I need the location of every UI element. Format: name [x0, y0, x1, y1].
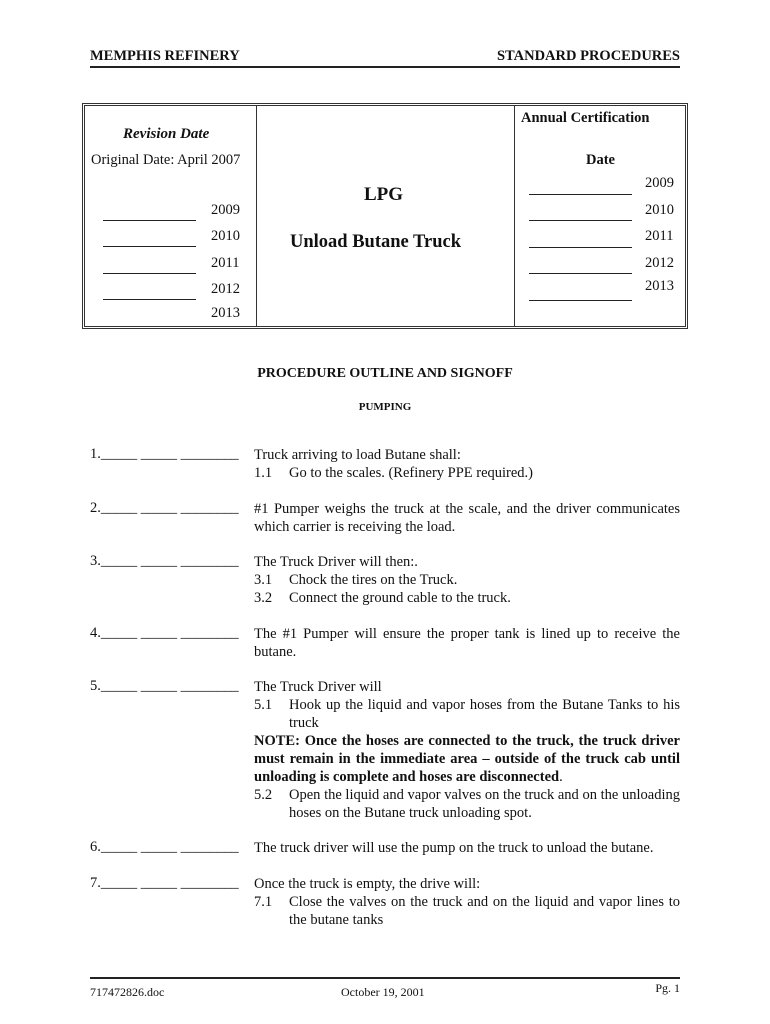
cert-year-2010: 2010	[645, 202, 674, 218]
footer-page-number: Pg. 1	[655, 981, 680, 995]
step-signoff-blanks: 3._____ _____ ________	[90, 553, 239, 569]
document-title-lpg: LPG	[364, 184, 404, 205]
revision-year-2011: 2011	[211, 255, 240, 271]
footer-filename: 717472826.doc	[90, 985, 165, 999]
step-signoff-blanks: 6._____ _____ ________	[90, 839, 239, 855]
substep-5-1: 5.1 Hook up the liquid and vapor hoses from the Butane Tanks to his truck	[254, 697, 680, 731]
revision-year-2012: 2012	[211, 281, 240, 297]
substep-3-1: 3.1 Chock the tires on the Truck.	[254, 572, 458, 588]
revision-signature-line	[103, 220, 196, 221]
safety-note: NOTE: Once the hoses are connected to the truck, the truck driver must remain in the immediate area – outside of the truck cab until unloading is complete and hoses are disconnected.	[254, 733, 680, 785]
cert-signature-line	[529, 273, 632, 274]
annual-certification-title: Annual Certification	[521, 110, 650, 126]
revision-year-2009: 2009	[211, 202, 240, 218]
step-signoff-blanks: 2._____ _____ ________	[90, 500, 239, 516]
step-text: #1 Pumper weighs the truck at the scale, and the driver communicates which carrier is receiving the load.	[254, 501, 680, 535]
step-text: The #1 Pumper will ensure the proper tank is lined up to receive the butane.	[254, 626, 680, 660]
document-title-procedure: Unload Butane Truck	[290, 232, 461, 252]
substep-7-1: 7.1 Close the valves on the truck and on the liquid and vapor lines to the butane tanks	[254, 894, 680, 928]
step-text: The truck driver will use the pump on the truck to unload the butane.	[254, 840, 654, 856]
step-text: The Truck Driver will then:.	[254, 554, 418, 570]
cert-year-2012: 2012	[645, 255, 674, 271]
substep-5-2: 5.2 Open the liquid and vapor valves on the truck and on the unloading hoses on the Butane truck unloading spot.	[254, 787, 680, 821]
revision-signature-line	[103, 299, 196, 300]
revision-signature-line	[103, 273, 196, 274]
header-doc-type: STANDARD PROCEDURES	[496, 48, 680, 64]
step-signoff-blanks: 4._____ _____ ________	[90, 625, 239, 641]
step-signoff-blanks: 1._____ _____ ________	[90, 446, 239, 462]
substep-1-1: 1.1 Go to the scales. (Refinery PPE required.)	[254, 465, 534, 481]
cert-year-2009: 2009	[645, 175, 674, 191]
header-company: MEMPHIS REFINERY	[90, 48, 240, 64]
step-text: Once the truck is empty, the drive will:	[254, 876, 481, 892]
cert-signature-line	[529, 220, 632, 221]
substep-3-2: 3.2 Connect the ground cable to the truck.	[254, 590, 511, 606]
cert-signature-line	[529, 247, 632, 248]
step-signoff-blanks: 5._____ _____ ________	[90, 678, 239, 694]
title-block	[82, 103, 688, 329]
revision-date-title: Revision Date	[123, 126, 210, 142]
cert-signature-line	[529, 300, 632, 301]
certification-date-label: Date	[586, 152, 615, 168]
revision-year-2013: 2013	[211, 305, 240, 321]
step-signoff-blanks: 7._____ _____ ________	[90, 875, 239, 891]
cert-year-2013: 2013	[645, 278, 674, 294]
cert-year-2011: 2011	[645, 228, 674, 244]
section-title: PROCEDURE OUTLINE AND SIGNOFF	[257, 366, 513, 381]
step-text: Truck arriving to load Butane shall:	[254, 447, 461, 463]
original-date: Original Date: April 2007	[91, 152, 241, 168]
revision-signature-line	[103, 246, 196, 247]
cert-signature-line	[529, 194, 632, 195]
footer-date: October 19, 2001	[341, 985, 425, 999]
page-header	[90, 46, 680, 68]
revision-year-2010: 2010	[211, 228, 240, 244]
step-text: The Truck Driver will	[254, 679, 382, 695]
page-footer	[90, 977, 680, 999]
section-subtitle: PUMPING	[358, 401, 412, 413]
divider-right	[514, 106, 515, 326]
divider-left	[256, 106, 257, 326]
